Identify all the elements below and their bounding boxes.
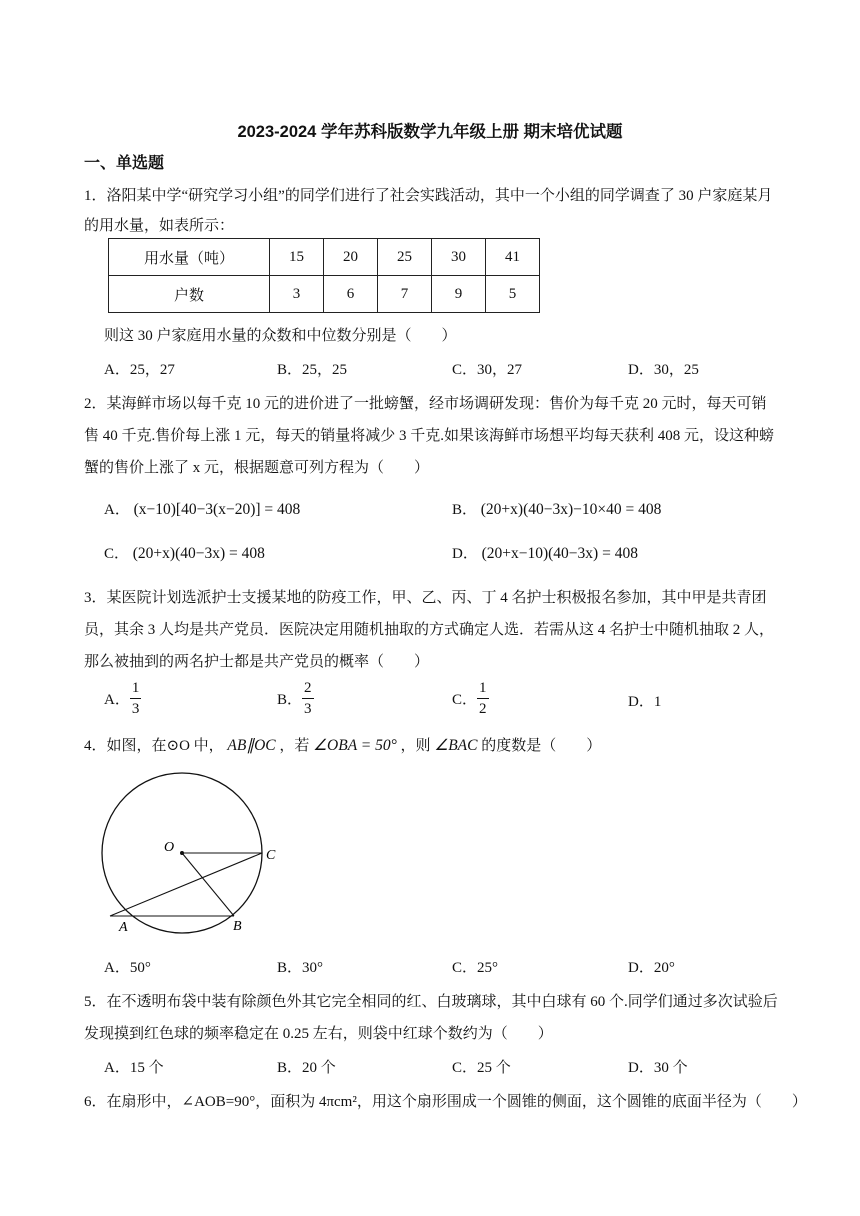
water-usage-table	[108, 238, 540, 313]
q2-option-a[interactable]	[104, 498, 300, 519]
q3-option-b[interactable]	[277, 678, 314, 719]
equation: (20+x−10)(40−3x) = 408	[481, 545, 638, 562]
table-cell: 25	[378, 239, 432, 276]
table-row	[109, 239, 540, 276]
q1-text-line2: 的用水量，如表所示：	[84, 218, 235, 234]
q4-option-b[interactable]: B．30°	[277, 960, 324, 976]
q2-option-c[interactable]	[104, 542, 265, 563]
circle-figure	[92, 768, 302, 942]
q3-option-c[interactable]	[452, 678, 489, 719]
condition-angle: ∠OBA = 50°	[313, 737, 397, 754]
q5-option-d[interactable]: D．30 个	[628, 1060, 688, 1076]
page-title: 2023-2024 学年苏科版数学九年级上册 期末培优试题	[237, 123, 623, 141]
option-label: C．	[452, 692, 478, 708]
equation: (x−10)[40−3(x−20)] = 408	[133, 501, 301, 518]
table-cell: 15	[270, 239, 324, 276]
q2-option-b[interactable]	[452, 498, 661, 519]
fraction: $\frac{1}{2}$	[479, 680, 487, 717]
option-label: D．	[452, 546, 478, 562]
q5-option-c[interactable]: C．25 个	[452, 1060, 511, 1076]
label-b: B	[233, 919, 242, 934]
table-cell: 6	[324, 276, 378, 313]
label-c: C	[266, 848, 276, 863]
q2-text-line2: 售 40 千克.售价每上涨 1 元，每天的销量将减少 3 千克.如果该海鲜市场想平均每天获利 408 元，设这种螃	[84, 428, 775, 444]
q3-text-line1: 3．某医院计划选派护士支援某地的防疫工作，甲、乙、丙、丁 4 名护士积极报名参加，其中甲是共青团	[84, 590, 767, 606]
option-label: B．	[452, 502, 478, 518]
table-cell: 5	[486, 276, 540, 313]
q1-text-line1: 1．洛阳某中学“研究学习小组”的同学们进行了社会实践活动，其中一个小组的同学调查了 30 户家庭某月	[84, 188, 773, 204]
q1-option-a[interactable]: A．25，27	[104, 362, 175, 378]
q4-option-c[interactable]: C．25°	[452, 960, 499, 976]
q1-option-b[interactable]: B．25，25	[277, 362, 348, 378]
table-cell: 3	[270, 276, 324, 313]
equation: (20+x)(40−3x) = 408	[132, 545, 265, 562]
q3-option-d[interactable]: D．1	[628, 694, 662, 710]
table-cell: 7	[378, 276, 432, 313]
q4-text: 4．如图，在⊙O 中， AB∥OC ，若 ∠OBA = 50° ，则 ∠BAC 的度数是（ ）	[84, 737, 602, 754]
q2-text-line1: 2．某海鲜市场以每千克 10 元的进价进了一批螃蟹，经市场调研发现：售价为每千克 20 元时，每天可销	[84, 396, 767, 412]
option-label: A．	[104, 502, 130, 518]
option-label: C．	[104, 546, 130, 562]
option-label: B．	[277, 692, 303, 708]
q1-option-c[interactable]: C．30，27	[452, 362, 523, 378]
q3-option-a[interactable]	[104, 678, 141, 719]
label-o: O	[164, 840, 175, 855]
q2-option-d[interactable]	[452, 542, 638, 563]
q4-option-d[interactable]: D．20°	[628, 960, 675, 976]
q3-text-line3: 那么被抽到的两名护士都是共产党员的概率（ ）	[84, 654, 430, 670]
condition-parallel: AB∥OC	[227, 737, 276, 754]
fraction: $\frac{2}{3}$	[304, 680, 312, 717]
label-a: A	[119, 920, 128, 935]
segment-ob	[182, 853, 234, 916]
q5-text-line2: 发现摸到红色球的频率稳定在 0.25 左右，则袋中红球个数约为（ ）	[84, 1026, 553, 1042]
asked-angle: ∠BAC	[434, 737, 478, 754]
q5-text-line1: 5．在不透明布袋中装有除颜色外其它完全相同的红、白玻璃球，其中白球有 60 个.同学们通过多次试验后	[84, 994, 778, 1010]
table-row	[109, 276, 540, 313]
q2-text-line3: 蟹的售价上涨了 x 元，根据题意可列方程为（ ）	[84, 460, 430, 476]
table-cell: 41	[486, 239, 540, 276]
q4-option-a[interactable]: A．50°	[104, 960, 151, 976]
q1-question: 则这 30 户家庭用水量的众数和中位数分别是（ ）	[104, 328, 457, 344]
table-cell: 9	[432, 276, 486, 313]
q5-option-a[interactable]: A．15 个	[104, 1060, 164, 1076]
section-heading: 一、单选题	[84, 155, 165, 172]
q6-text-line1: 6．在扇形中，∠AOB=90°，面积为 4πcm²，用这个扇形围成一个圆锥的侧面，这个圆锥的底面半径为（ ）	[84, 1094, 807, 1110]
table-cell: 30	[432, 239, 486, 276]
table-cell: 户数	[109, 276, 270, 313]
q1-option-d[interactable]: D．30，25	[628, 362, 699, 378]
fraction: $\frac{1}{3}$	[131, 680, 140, 717]
q5-option-b[interactable]: B．20 个	[277, 1060, 336, 1076]
option-label: A．	[104, 692, 130, 708]
segment-ac	[110, 853, 262, 916]
table-cell: 用水量（吨）	[109, 239, 270, 276]
q3-text-line2: 员，其余 3 人均是共产党员．医院决定用随机抽取的方式确定人选．若需从这 4 名护士中随机抽取 2 人，	[84, 622, 775, 638]
equation: (20+x)(40−3x)−10×40 = 408	[480, 501, 662, 518]
table-cell: 20	[324, 239, 378, 276]
